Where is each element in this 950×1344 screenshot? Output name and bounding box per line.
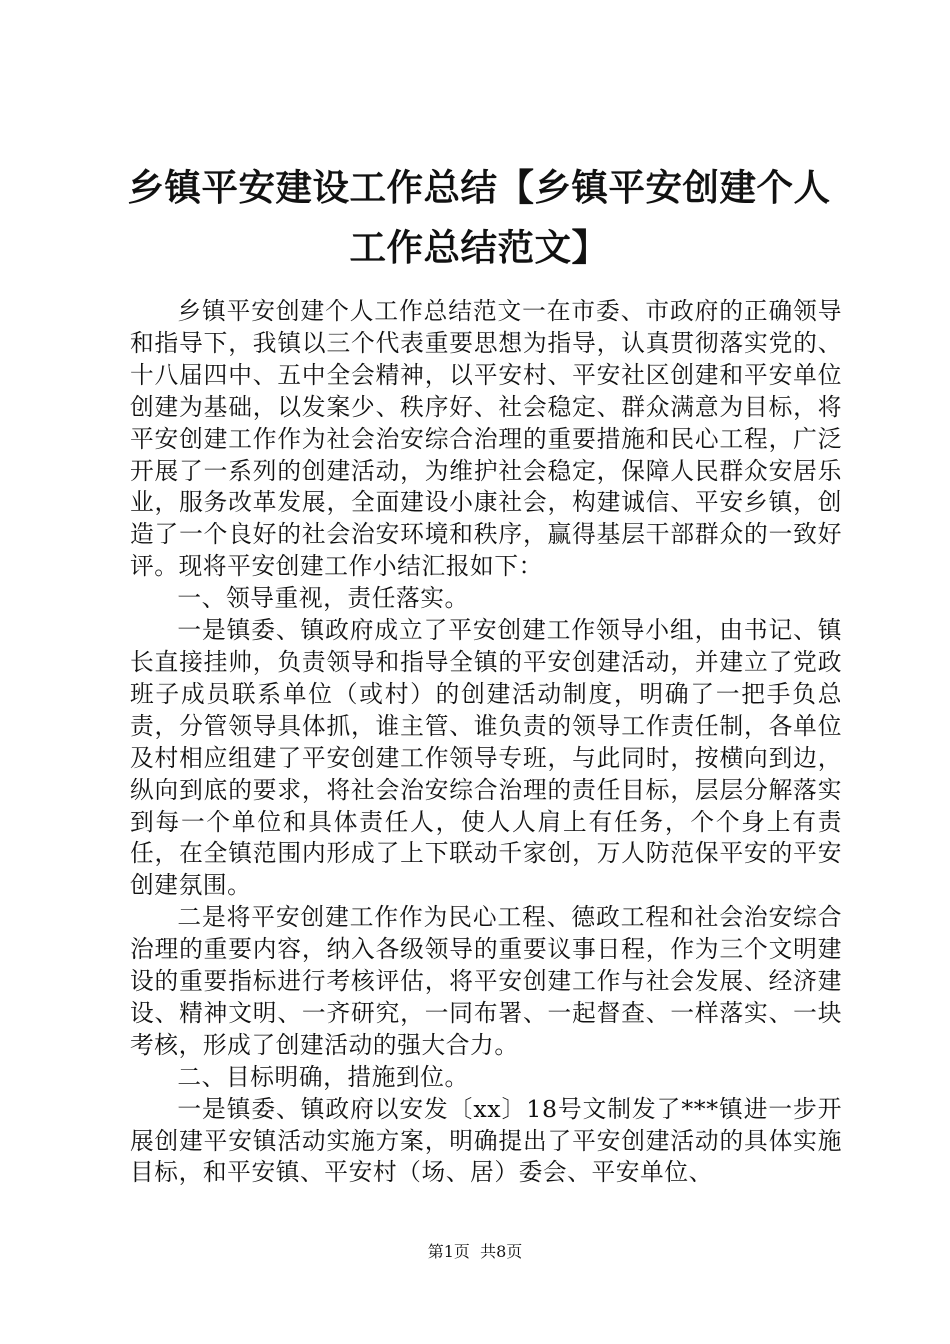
document-title: 乡镇平安建设工作总结【乡镇平安创建个人工作总结范文】 (127, 166, 831, 269)
section-heading-1: 一、领导重视，责任落实。 (177, 584, 469, 613)
section-heading-2: 二、目标明确，措施到位。 (177, 1062, 469, 1091)
document-body (130, 296, 842, 1189)
page-footer (0, 1240, 950, 1264)
page-number: 第1页 共8页 (427, 1242, 523, 1261)
paragraph-1-2: 二是将平安创建工作作为民心工程、德政工程和社会治安综合治理的重要内容，纳入各级领导的重要议事日程，作为三个文明建设的重要指标进行考核评估，将平安创建工作与社会发展、经济建设、精神文明、一齐研究，一同布署、一起督查、一样落实、一块考核，形成了创建活动的强大合力。 (130, 903, 842, 1059)
paragraph-1-1: 一是镇委、镇政府成立了平安创建工作领导小组，由书记、镇长直接挂帅，负责领导和指导全镇的平安创建活动，并建立了党政班子成员联系单位（或村）的创建活动制度，明确了一把手负总责，分管领导具体抓，谁主管、谁负责的领导工作责任制，各单位及村相应组建了平安创建工作领导专班，与此同时，按横向到边，纵向到底的要求，将社会治安综合治理的责任目标，层层分解落实到每一个单位和具体责任人，使人人肩上有任务，个个身上有责任，在全镇范围内形成了上下联动千家创，万人防范保平安的平安创建氛围。 (130, 616, 842, 900)
paragraph-2-1: 一是镇委、镇政府以安发〔xx〕18号文制发了***镇进一步开展创建平安镇活动实施方案，明确提出了平安创建活动的具体实施目标，和平安镇、平安村（场、居）委会、平安单位、 (130, 1094, 842, 1187)
paragraph-intro: 乡镇平安创建个人工作总结范文一在市委、市政府的正确领导和指导下，我镇以三个代表重要思想为指导，认真贯彻落实党的、十八届四中、五中全会精神，以平安村、平安社区创建和平安单位创建为基础，以发案少、秩序好、社会稳定、群众满意为目标，将平安创建工作作为社会治安综合治理的重要措施和民心工程，广泛开展了一系列的创建活动，为维护社会稳定，保障人民群众安居乐业，服务改革发展，全面建设小康社会，构建诚信、平安乡镇，创造了一个良好的社会治安环境和秩序，赢得基层干部群众的一致好评。现将平安创建工作小结汇报如下： (130, 297, 842, 581)
